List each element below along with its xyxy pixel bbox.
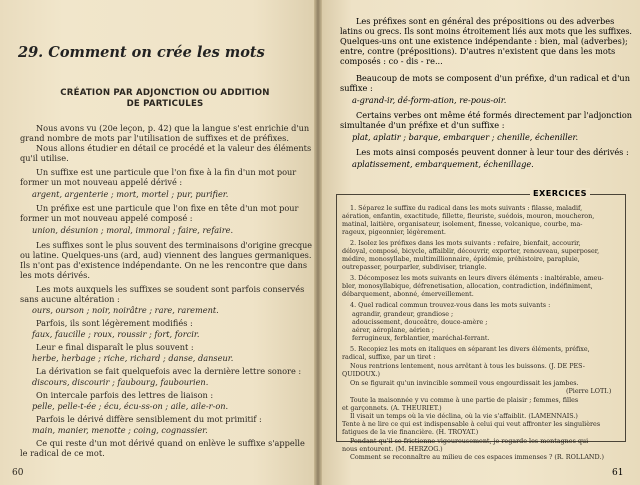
- example-line: aplatissement, embarquement, échenillage.: [352, 159, 534, 169]
- body-line: Quelques-uns ont une existence indépendante : bien, mal (adverbes);: [340, 36, 628, 46]
- exercise-line: aérer, aéroplane, aérien ;: [352, 326, 435, 334]
- exercise-line: Nous rentrions lentement, nous arrêtant à tous les buissons. (J. DE PES-: [350, 362, 585, 370]
- exercise-line: fatigues de la vie financière. (H. TROYAT.): [342, 428, 479, 436]
- body-line: les mots dérivés.: [20, 270, 90, 280]
- body-line: Parfois, ils sont légèrement modifiés :: [36, 318, 193, 328]
- exercise-line: Il visait un temps où la vie déclina, où la vie s'affaiblit. (LAMENNAIS.): [350, 412, 578, 420]
- page-number-right: 61: [612, 468, 624, 478]
- section-heading-line1: CRÉATION PAR ADJONCTION OU ADDITION: [60, 88, 270, 98]
- exercise-line: 4. Quel radical commun trouvez-vous dans les mots suivants :: [350, 301, 551, 309]
- body-line: ou latine. Quelques-uns (ard, aud) viennent des langues germaniques.: [20, 250, 312, 260]
- exercise-line: radical, suffixe, par un tiret :: [342, 353, 436, 361]
- exercise-line: 3. Décomposez les mots suivants en leurs divers éléments : inaltérable, ameu-: [350, 274, 604, 282]
- chapter-title: 29. Comment on crée les mots: [18, 44, 265, 61]
- exercise-line: QUIDOUX.): [342, 370, 380, 378]
- body-line: sans aucune altération :: [20, 294, 120, 304]
- body-line: Certains verbes ont même été formés directement par l'adjonction: [356, 110, 633, 120]
- exercise-line: 1. Séparez le suffixe du radical dans les mots suivants : filasse, maladif,: [350, 204, 583, 212]
- example-line: argent, argenterie ; mort, mortel ; pur, purifier.: [32, 189, 229, 199]
- example-line: a-grand-ir, dé-form-ation, re-pous-oir.: [352, 95, 507, 105]
- exercise-line: outrepasser, pourparler, subdiviser, triangle.: [342, 263, 487, 271]
- exercise-line: matinal, laitière, organisateur, isolement, finesse, volcanique, courbe, ma-: [342, 220, 583, 228]
- body-line: On intercale parfois des lettres de liaison :: [36, 390, 214, 400]
- exercise-line: ferrugineux, ferblantier, maréchal-ferrant.: [352, 334, 490, 342]
- exercise-line: aération, enfantin, exactitude, fillette, fleuriste, suédois, mouron, moucheron,: [342, 212, 595, 220]
- exercise-line: déloyal, composé, bicycle, affaiblir, découvrir, exporter, renouveau, superposer,: [342, 247, 600, 255]
- body-line: qu'il utilise.: [20, 153, 69, 163]
- body-line: Leur e final disparaît le plus souvent :: [36, 342, 194, 352]
- exercise-line: agrandir, grandeur, grandiose ;: [352, 310, 454, 318]
- body-line: former un mot nouveau appelé dérivé :: [20, 177, 183, 187]
- example-line: plat, aplatir ; barque, embarquer ; chenille, écheniller.: [352, 132, 579, 142]
- body-line: Les mots ainsi composés peuvent donner à leur tour des dérivés :: [356, 147, 629, 157]
- example-line: herbe, herbage ; riche, richard ; danse, danseur.: [32, 353, 234, 363]
- body-line: Nous allons étudier en détail ce procédé et la valeur des éléments: [36, 143, 312, 153]
- example-line: ours, ourson ; noir, noirâtre ; rare, rarement.: [32, 305, 219, 315]
- body-line: Parfois le dérivé diffère sensiblement du mot primitif :: [36, 414, 262, 424]
- section-heading-line2: DE PARTICULES: [126, 99, 204, 109]
- body-line: grand nombre de mots par l'utilisation de suffixes et de préfixes.: [20, 133, 289, 143]
- body-line: latins ou grecs. Ils sont moins étroitement liés aux mots que les suffixes.: [340, 26, 632, 36]
- body-line: composés : co - dis - re...: [340, 56, 443, 66]
- example-line: discours, discourir ; faubourg, faubourien.: [32, 377, 209, 387]
- example-line: pelle, pelle-t-ée ; écu, écu-ss-on ; aile, aile-r-on.: [32, 401, 229, 411]
- exercise-line: bler, monosyllabique, défrenetisation, allocation, contradiction, indéfiniment,: [342, 282, 593, 290]
- body-line: Les mots auxquels les suffixes se soudent sont parfois conservés: [36, 284, 305, 294]
- book-gutter: [314, 0, 322, 485]
- example-line: main, manier, menotte ; coing, cognassier.: [32, 425, 208, 435]
- exercise-line: et garçonnets. (A. THEURIET.): [342, 404, 442, 412]
- exercise-line: Tente à ne lire ce qui est indispensable à celui qui veut affronter les singulières: [342, 420, 601, 428]
- left-page: [0, 0, 316, 485]
- exercise-line: 2. Isolez les préfixes dans les mots suivants : refaire, bienfait, accourir,: [350, 239, 581, 247]
- body-line: le radical de ce mot.: [20, 448, 105, 458]
- exercise-line: débarquement, abonné, émerveillement.: [342, 290, 474, 298]
- body-line: Un suffixe est une particule que l'on fixe à la fin d'un mot pour: [36, 167, 297, 177]
- body-line: Les suffixes sont le plus souvent des terminaisons d'origine grecque: [36, 240, 313, 250]
- example-line: faux, faucille ; roux, roussir ; fort, forcir.: [32, 329, 200, 339]
- body-line: Les préfixes sont en général des prépositions ou des adverbes: [356, 16, 615, 26]
- body-line: entre, contre (prépositions). D'autres n'existent que dans les mots: [340, 46, 616, 56]
- body-line: suffixe :: [340, 83, 373, 93]
- body-line: Ce qui reste d'un mot dérivé quand on enlève le suffixe s'appelle: [36, 438, 305, 448]
- body-line: Nous avons vu (20e leçon, p. 42) que la langue s'est enrichie d'un: [36, 123, 310, 133]
- body-line: former un mot nouveau appelé composé :: [20, 213, 193, 223]
- body-line: simultanée d'un préfixe et d'un suffixe :: [340, 120, 505, 130]
- page-number-left: 60: [12, 468, 24, 478]
- exercise-line: Toute la maisonnée y vu comme à une partie de plaisir ; femmes, filles: [350, 396, 579, 404]
- body-line: Un préfixe est une particule que l'on fixe en tête d'un mot pour: [36, 203, 299, 213]
- exercise-line: rageux, pigeonnier, légèrement.: [342, 228, 446, 236]
- body-line: Ils n'ont pas d'existence indépendante. On ne les rencontre que dans: [20, 260, 308, 270]
- exercise-line: On se figurait qu'un invincible sommeil vous engourdissait les jambes.: [350, 379, 579, 387]
- exercise-line: adoucissement, douceâtre, douce-amère ;: [352, 318, 488, 326]
- exercise-line: Pendant qu'il se frictionne vigoureusement, je regarde les montagnes qui: [350, 437, 589, 445]
- example-line: union, désunion ; moral, immoral ; faire, refaire.: [32, 225, 234, 235]
- exercise-line: nous entourent. (M. HERZOG.): [342, 445, 443, 453]
- body-line: La dérivation se fait quelquefois avec la dernière lettre sonore :: [36, 366, 302, 376]
- body-line: Beaucoup de mots se composent d'un préfixe, d'un radical et d'un: [356, 73, 630, 83]
- exercise-line: Comment se reconnaître au milieu de ces espaces immenses ? (R. ROLLAND.): [350, 453, 604, 461]
- exercise-line: 5. Recopiez les mots en italiques en séparant les divers éléments, préfixe,: [350, 345, 590, 353]
- exercises-title: EXERCICES: [530, 188, 590, 198]
- exercise-line: médire, monosyllabe, multimillionnaire, épidémie, préhistoire, parapluie,: [342, 255, 580, 263]
- exercise-line: (Pierre LOTI.): [566, 387, 612, 395]
